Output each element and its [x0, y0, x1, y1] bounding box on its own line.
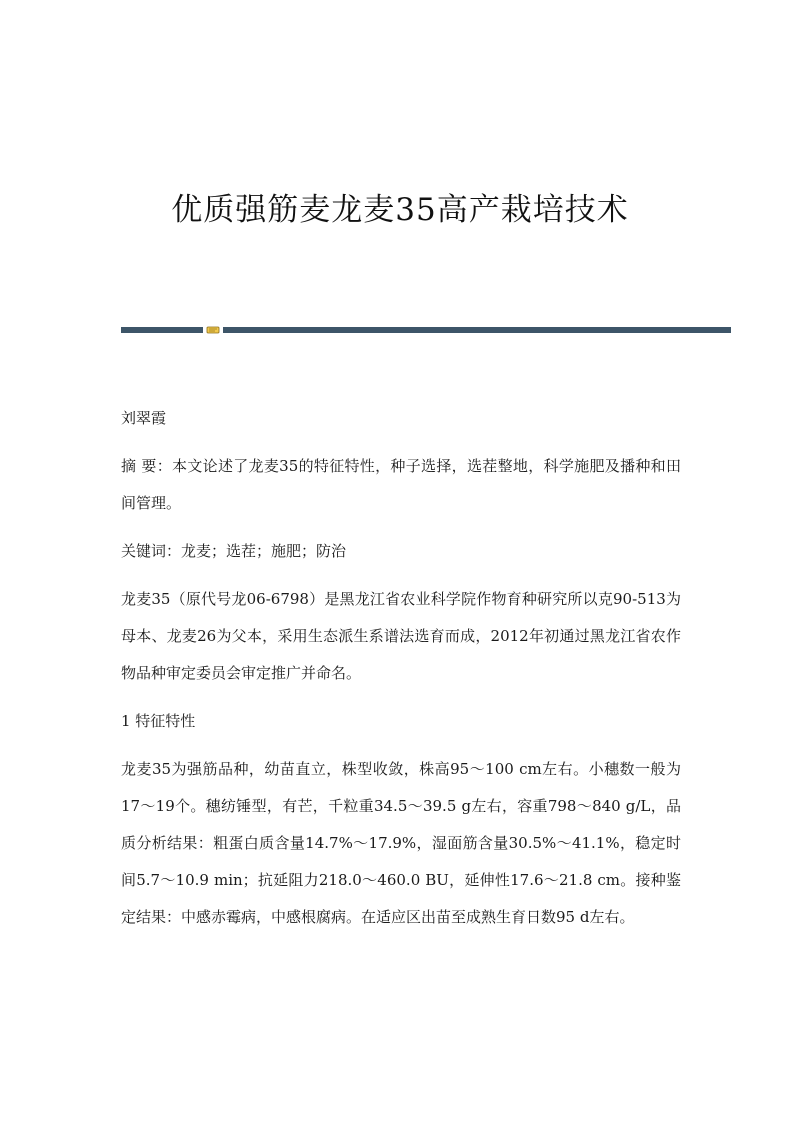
section-paragraph: 龙麦35为强筋品种，幼苗直立，株型收敛，株高95～100 cm左右。小穗数一般为17～19个。穗纺锤型，有芒，千粒重34.5～39.5 g左右，容重798～840 g/L，品质分析结果：粗蛋白质含量14.7%～17.9%，湿面筋含量30.5%～41.1%，稳定时间5.7～10.9 min；抗延阻力218.0～460.0 BU，延伸性17.6～21.8 cm。接种鉴定结果：中感赤霉病，中感根腐病。在适应区出苗至成熟生育日数95 d左右。	[121, 760, 681, 926]
document-body	[121, 400, 681, 947]
title-divider	[121, 325, 731, 335]
keywords-label: 关键词：	[121, 542, 182, 560]
keywords	[121, 533, 681, 570]
pencil-icon	[206, 325, 220, 335]
keywords-text: 龙麦；选茬；施肥；防治	[181, 542, 347, 560]
section-heading: 1 特征特性	[121, 712, 196, 730]
author-name: 刘翠霞	[121, 409, 167, 427]
divider-bar-right	[223, 327, 731, 333]
page-title: 优质强筋麦龙麦35高产栽培技术	[171, 192, 629, 228]
divider-bar-left	[121, 327, 203, 333]
intro-paragraph: 龙麦35（原代号龙06-6798）是黑龙江省农业科学院作物育种研究所以克90-513为母本、龙麦26为父本，采用生态派生系谱法选育而成，2012年初通过黑龙江省农作物品种审定委员会审定推广并命名。	[121, 590, 681, 682]
abstract	[121, 448, 681, 522]
abstract-text: 本文论述了龙麦35的特征特性，种子选择，选茬整地，科学施肥及播种和田间管理。	[121, 457, 681, 512]
abstract-label: 摘 要：	[121, 457, 173, 475]
